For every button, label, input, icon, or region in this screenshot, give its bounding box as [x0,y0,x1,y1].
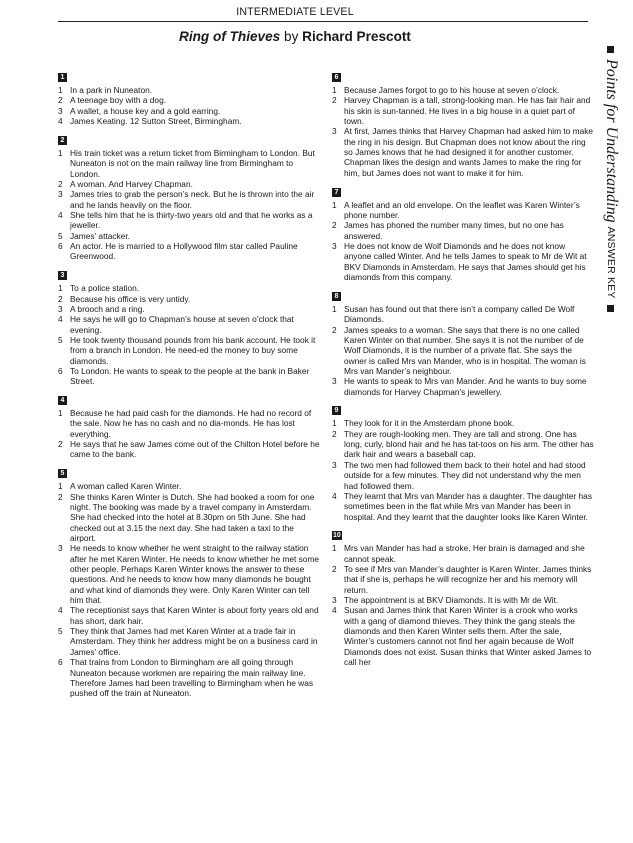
answer-item [58,116,320,126]
answer-section [58,271,320,386]
answer-section [332,73,594,178]
answer-list [58,148,320,262]
answer-list [332,543,594,667]
answer-number: 2 [332,324,337,335]
answer-text: Because James forgot to go to his house at seven o’clock. [344,85,560,95]
answer-text: At first, James thinks that Harvey Chapman had asked him to make the ring in his design. But Chapman does not know about the ring so James knows that he had designed it for another customer. Chapman likes the design and wants James to make the ring for him, but James does not want to make it for him. [344,126,594,178]
answer-number: 1 [58,147,63,158]
answer-list [58,408,320,460]
answer-text: He wants to speak to Mrs van Mander. And he wants to buy some diamonds for Harvey Chapman’s jewellery. [344,376,587,397]
level-heading: INTERMEDIATE LEVEL [236,6,354,18]
answer-number: 1 [58,85,63,95]
answer-item [58,481,320,491]
answer-text: To see if Mrs van Mander’s daughter is Karen Winter. James thinks that if she is, perhaps he will recognize her and his memory will return. [344,564,592,595]
answer-item [332,85,594,95]
answer-item [58,179,320,189]
answer-text: A brooch and a ring. [70,303,145,314]
side-label [594,40,626,330]
answer-text: James speaks to a woman. She says that there is no one called Karen Winter on that number. She says it is not the number of de Wolf Diamonds, it is the number of a private flat. She says the owner is called Mrs van Mander, who is in hospital. The woman is Mrs van Mander’s neighbour. [344,324,586,376]
answer-number: 3 [332,595,337,606]
answer-item [58,283,320,293]
answer-section [332,188,594,283]
answer-number: 1 [332,199,337,210]
answer-item [332,325,594,377]
answer-item [332,429,594,460]
answer-number: 2 [58,293,63,304]
answer-text: Susan and James think that Karen Winter is a crook who works with a gang of diamond thieves. They think the gang steals the diamonds and then Karen Winter sells them. After the sale, Winter’s customers cannot not find her again because de Wolf Diamonds does not exist. Susan thinks that Winter asked James to call her [344,605,592,668]
answer-number: 4 [58,314,63,325]
section-number-badge: 3 [58,271,67,280]
answer-number: 1 [332,418,337,429]
answer-number: 6 [58,365,63,376]
section-number-badge: 7 [332,188,341,197]
answer-number: 4 [332,605,337,616]
answer-section [58,396,320,460]
answer-item [332,200,594,221]
answer-number: 2 [332,95,337,106]
answer-number: 2 [58,95,63,106]
answer-item [58,439,320,460]
answer-text: Because his office is very untidy. [70,293,191,304]
answer-item [58,492,320,544]
title-by: by [284,29,299,44]
section-number-badge: 5 [58,469,67,478]
answer-item [58,210,320,231]
answer-text: The two men had followed them back to their hotel and had stood outside for a few minutes. They did not understand why the men had followed them. [344,459,586,491]
answer-text: They think that James had met Karen Winter at a trade fair in Amsterdam. They think her address might be on a business card in James’ office. [70,626,318,657]
right-column [332,73,594,677]
answer-item [58,657,320,698]
answer-text: Because he had paid cash for the diamonds. He had no record of the sale. Now he has no cash and no dia-monds. He has lost everything. [70,408,312,439]
section-number-badge: 8 [332,292,341,301]
answer-section [332,292,594,397]
answer-number: 1 [58,283,63,294]
answer-item [58,335,320,366]
answer-text: An actor. He is married to a Hollywood film star called Pauline Greenwood. [70,240,298,262]
answer-list [332,85,594,178]
answer-item [58,231,320,241]
answer-number: 5 [58,626,63,637]
answer-text: The appointment is at BKV Diamonds. It is with Mr de Wit. [344,595,559,606]
answer-text: James tries to grab the person’s neck. But he is thrown into the air and he lands heavily on the floor. [70,189,315,210]
answer-item [332,376,594,397]
answer-number: 4 [332,490,337,501]
answer-list [58,481,320,698]
answer-text: Susan has found out that there isn’t a company called De Wolf Diamonds. [344,303,575,325]
answer-text: A woman. And Harvey Chapman. [70,178,193,189]
answer-item [332,95,594,126]
answer-number: 1 [58,408,63,419]
section-number-badge: 10 [333,532,341,540]
answer-text: James’ attacker. [70,230,130,241]
answer-number: 4 [58,209,63,220]
answer-item [58,241,320,262]
answer-item [58,605,320,626]
answer-number: 2 [332,564,337,575]
answer-text: Harvey Chapman is a tall, strong-looking man. He has fair hair and his skin is sun-tanned. He lives in a big house in a quiet part of town. [344,95,591,127]
answer-number: 3 [58,543,63,554]
answer-number: 2 [58,178,63,189]
answer-number: 2 [58,491,63,502]
answer-text: James Keating. 12 Sutton Street, Birmingham. [70,116,242,127]
answer-item [332,491,594,522]
answer-text: That trains from London to Birmingham are all going through Nuneaton because workmen are repairing the main railway line. Therefore James had been travelling to Birmingham when he was pushed off the train at Nuneaton. [70,657,314,699]
answer-number: 4 [58,116,63,127]
answer-number: 3 [58,105,63,116]
answer-text: To London. He wants to speak to the people at the bank in Baker Street. [70,365,310,387]
answer-item [332,543,594,564]
answer-text: His train ticket was a return ticket from Birmingham to London. But Nuneaton is not on the main railway line from Birmingham to London. [70,147,315,179]
section-number-badge: 1 [58,73,67,82]
header-rule [58,21,588,22]
answer-number: 3 [58,303,63,314]
answer-text: A teenage boy with a dog. [70,95,167,106]
answer-item [58,106,320,116]
answer-text: In a park in Nuneaton. [70,85,153,95]
answer-item [58,189,320,210]
answer-number: 2 [332,428,337,439]
answer-section [58,73,320,126]
answer-section [332,406,594,521]
answer-text: They are rough-looking men. They are tall and strong. One has long, curly, blond hair and he has tat-toos on his arm. The other has dark hair and wears a baseball cap. [344,428,594,460]
answer-item [332,564,594,595]
answer-text: He does not know de Wolf Diamonds and he does not know anyone called Winter. And he tells James to speak to Mr de Wit at BKV Diamonds in Amsterdam. He says that James should get his diamonds from this company. [344,240,587,282]
answer-section [58,469,320,698]
square-bullet-icon [608,46,615,53]
answer-number: 3 [332,240,337,251]
answer-item [332,220,594,241]
answer-text: They look for it in the Amsterdam phone book. [344,418,515,429]
square-bullet-icon [608,305,615,312]
section-number-badge: 6 [332,73,341,82]
answer-list [58,85,320,126]
answer-text: He says that he saw James come out of the Chilton Hotel before he came to the bank. [70,439,320,460]
answer-item [58,626,320,657]
answer-number: 2 [58,439,63,450]
answer-number: 1 [332,543,337,554]
answer-section [58,136,320,262]
answer-item [58,294,320,304]
answer-item [58,95,320,105]
answer-item [332,241,594,282]
answer-item [332,605,594,667]
answer-text: He needs to know whether he went straight to the railway station after he met Karen Winter. He needs to know whether he met some other people. Perhaps Karen Winter knows the answer to these questions. And he needs to know how many diamonds he bought and what kind of diamonds they were. Only Karen Winter can tell him that. [70,543,320,606]
answer-text: She tells him that he is thirty-two years old and that he works as a jeweller. [70,209,313,231]
answer-item [332,595,594,605]
answer-list [332,418,594,521]
answer-number: 1 [332,85,337,95]
section-number-badge: 2 [58,136,67,145]
answer-text: To a police station. [70,283,140,294]
answer-text: James has phoned the number many times, but no one has answered. [344,220,564,241]
answer-text: He took twenty thousand pounds from his bank account. He took it from a branch in London. He need-ed the money to buy some diamonds. [70,334,316,366]
answer-item [58,314,320,335]
section-number-badge: 4 [58,396,67,405]
answer-number: 6 [58,657,63,668]
answer-text: She thinks Karen Winter is Dutch. She had booked a room for one night. The booking was made by a travel company in Amsterdam. She had checked into the hotel at 8.30pm on 5th June. She had checked out at 3.15 the next day. She had taken a taxi to the airport. [70,491,315,544]
answer-text: Mrs van Mander has had a stroke. Her brain is damaged and she cannot speak. [344,543,585,564]
answer-item [58,304,320,314]
answer-item [332,126,594,178]
section-number-badge: 9 [332,406,341,415]
answer-item [332,418,594,428]
answer-list [58,283,320,386]
book-title: Ring of Thieves [179,29,281,44]
answer-number: 6 [58,240,63,251]
answer-number: 5 [58,230,63,241]
answer-number: 3 [332,459,337,470]
answer-number: 3 [332,376,337,387]
author-name: Richard Prescott [302,29,411,44]
answer-text: A wallet, a house key and a gold earring. [70,105,221,116]
answer-text: A woman called Karen Winter. [70,481,182,492]
answer-item [332,460,594,491]
answer-item [58,148,320,179]
answer-text: The receptionist says that Karen Winter is about forty years old and has short, dark hair. [70,605,319,626]
points-label: Points for Understanding [603,59,620,223]
answer-item [58,366,320,387]
answer-item [58,543,320,605]
answer-number: 3 [58,189,63,200]
answer-text: He says he will go to Chapman’s house at seven o’clock that evening. [70,314,294,335]
answer-number: 2 [332,220,337,231]
page-title [0,29,590,44]
answer-text: A leaflet and an old envelope. On the leaflet was Karen Winter’s phone number. [344,199,580,220]
answer-text: They learnt that Mrs van Mander has a daughter. The daughter has sometimes been in the flat while Mrs van Mander has been in hospital. And they learnt that the daughter looks like Karen Winter. [344,490,592,522]
answer-key-label: ANSWER KEY [605,226,617,299]
left-column [58,73,320,708]
answer-item [58,85,320,95]
answer-section [332,531,594,667]
answer-item [58,408,320,439]
answer-number: 1 [58,481,63,492]
answer-list [332,200,594,283]
answer-number: 1 [332,303,337,314]
answer-item [332,304,594,325]
answer-list [332,304,594,397]
answer-number: 3 [332,126,337,137]
answer-number: 5 [58,334,63,345]
answer-number: 4 [58,605,63,616]
